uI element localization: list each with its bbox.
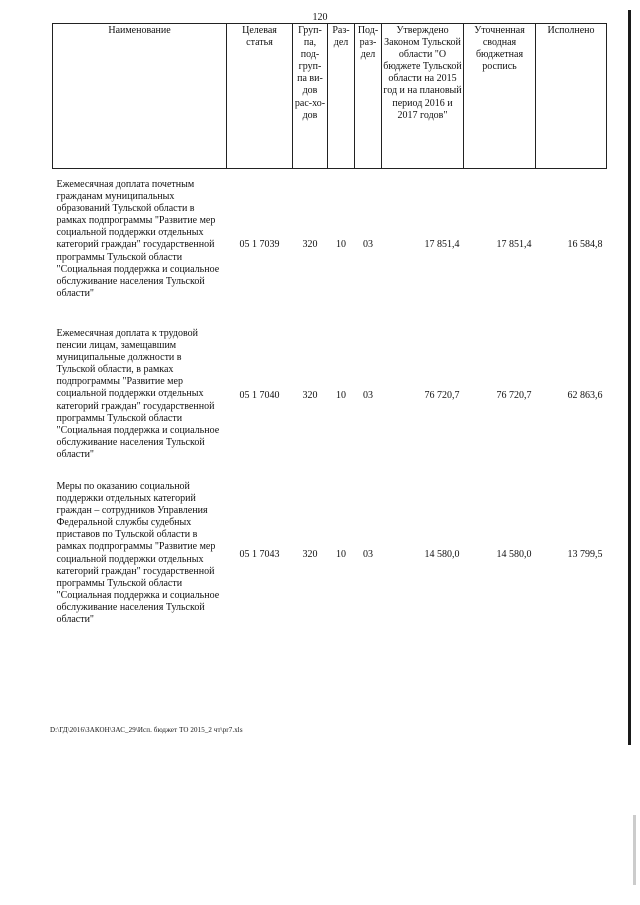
row-section: 10 bbox=[336, 390, 346, 402]
row-name: Ежемесячная доплата к трудовой пенсии лицам, замещавшим муниципальные должности в Тульской области, в рамках подпрограммы "Развитие мер социальной поддержки отдельных категорий граждан" государственной программы Тульской области "Социальная поддержка и социальное обслуживание населения Тульской области" bbox=[56, 327, 220, 460]
page-number: 120 bbox=[312, 12, 328, 23]
row-executed: 62 863,6 bbox=[567, 390, 603, 402]
row-target-article: 05 1 7039 bbox=[239, 239, 280, 251]
scan-edge-line bbox=[628, 10, 631, 745]
row-target-article: 05 1 7043 bbox=[239, 549, 280, 561]
table-row bbox=[53, 471, 607, 636]
row-approved: 76 720,7 bbox=[424, 390, 460, 402]
header-expense-group: Груп-па, под-груп-па ви-дов рас-хо-дов bbox=[293, 24, 328, 169]
row-section: 10 bbox=[336, 239, 346, 251]
table-row bbox=[53, 169, 607, 318]
row-subsection: 03 bbox=[363, 239, 373, 251]
row-name: Ежемесячная доплата почетным гражданам муниципальных образований Тульской области в рамках подпрограммы "Развитие мер социальной поддержки отдельных категорий граждан" государственной программы Тульской области "Социальная поддержка и социальное обслуживание населения Тульской области" bbox=[56, 179, 220, 299]
file-path-footer: D:\ГД\2016\ЗАКОН\ЗАС_29\Исп. бюджет ТО 2015_2 чт\pr7.xls bbox=[50, 726, 243, 734]
row-expense-group: 320 bbox=[302, 239, 318, 251]
row-executed: 13 799,5 bbox=[567, 549, 603, 561]
row-approved: 17 851,4 bbox=[424, 239, 460, 251]
row-approved: 14 580,0 bbox=[424, 549, 460, 561]
header-subsection: Под-раз-дел bbox=[355, 24, 382, 169]
row-subsection: 03 bbox=[363, 390, 373, 402]
header-section: Раз-дел bbox=[328, 24, 355, 169]
row-name: Меры по оказанию социальной поддержки отдельных категорий граждан – сотрудников Управления Федеральной службы судебных приставов по Тульской области в рамках подпрограммы "Развитие мер социальной поддержки отдельных категорий граждан" государственной программы Тульской области "Социальная поддержка и социальное обслуживание населения Тульской области" bbox=[56, 480, 220, 625]
header-target-article: Целевая статья bbox=[227, 24, 293, 169]
row-expense-group: 320 bbox=[302, 549, 318, 561]
header-name: Наименование bbox=[53, 24, 227, 169]
row-executed: 16 584,8 bbox=[567, 239, 603, 251]
row-subsection: 03 bbox=[363, 549, 373, 561]
row-refined: 14 580,0 bbox=[496, 549, 532, 561]
header-executed: Исполнено bbox=[536, 24, 607, 169]
table-row bbox=[53, 318, 607, 471]
row-target-article: 05 1 7040 bbox=[239, 390, 280, 402]
budget-table bbox=[52, 23, 607, 636]
header-approved: Утверждено Законом Тульской области "О бюджете Тульской области на 2015 год и на плановый период 2016 и 2017 годов" bbox=[382, 24, 464, 169]
row-expense-group: 320 bbox=[302, 390, 318, 402]
header-refined: Уточненная сводная бюджетная роспись bbox=[464, 24, 536, 169]
row-refined: 17 851,4 bbox=[496, 239, 532, 251]
row-refined: 76 720,7 bbox=[496, 390, 532, 402]
table-header-row bbox=[53, 24, 607, 169]
row-section: 10 bbox=[336, 549, 346, 561]
scan-edge-mark bbox=[633, 815, 636, 885]
